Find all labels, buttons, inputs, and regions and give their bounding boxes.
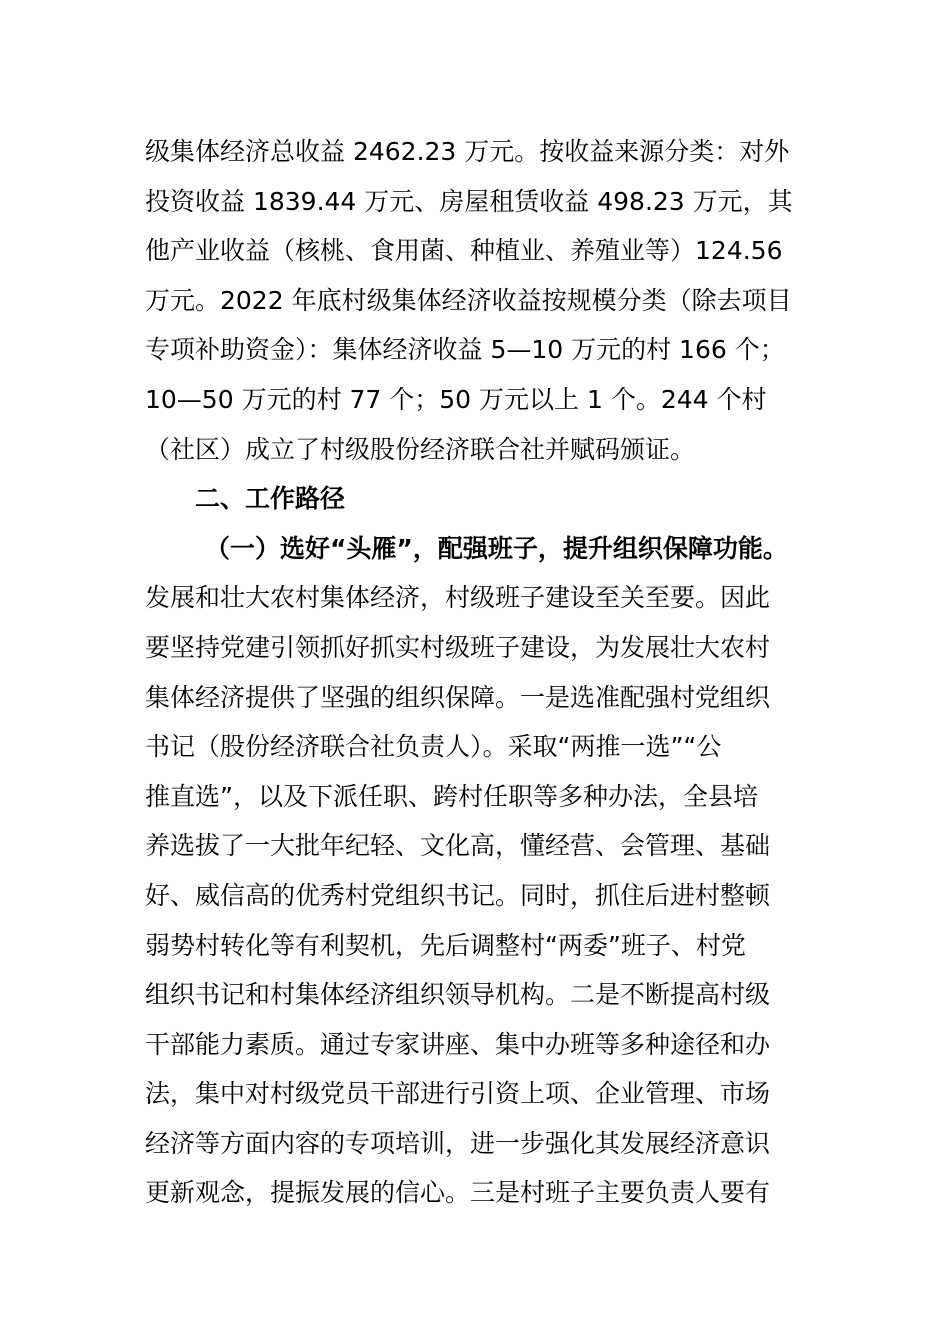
paragraph-line: 万元。2022 年底村级集体经济收益按规模分类（除去项目 bbox=[145, 285, 792, 315]
paragraph-line: 10—50 万元的村 77 个；50 万元以上 1 个。244 个村 bbox=[145, 384, 767, 414]
paragraph-line: 经济等方面内容的专项培训，进一步强化其发展经济意识 bbox=[145, 1128, 771, 1158]
body-text bbox=[145, 127, 825, 1218]
section-heading: 二、工作路径 bbox=[195, 484, 346, 514]
paragraph-line: 他产业收益（核桃、食用菌、种植业、养殖业等）124.56 bbox=[145, 236, 783, 266]
paragraph-line: 投资收益 1839.44 万元、房屋租赁收益 498.23 万元，其 bbox=[145, 186, 793, 216]
paragraph-line: 组织书记和村集体经济组织领导机构。二是不断提高村级 bbox=[145, 980, 771, 1010]
paragraph-line: 专项补助资金）：集体经济收益 5—10 万元的村 166 个； bbox=[145, 335, 785, 365]
paragraph-line: （社区）成立了村级股份经济联合社并赋码颁证。 bbox=[145, 434, 696, 464]
paragraph-line: 好、威信高的优秀村党组织书记。同时，抓住后进村整顿 bbox=[145, 880, 771, 910]
paragraph-line: 级集体经济总收益 2462.23 万元。按收益来源分类：对外 bbox=[145, 137, 790, 166]
subsection-heading: （一）选好“头雁”，配强班子，提升组织保障功能。 bbox=[205, 533, 788, 563]
paragraph-line: 发展和壮大农村集体经济，村级班子建设至关至要。因此 bbox=[145, 583, 771, 613]
paragraph-line: 法，集中对村级党员干部进行引资上项、企业管理、市场 bbox=[145, 1079, 771, 1109]
paragraph-line: 推直选”，以及下派任职、跨村任职等多种办法，全县培 bbox=[145, 781, 758, 811]
paragraph-line: 更新观念，提振发展的信心。三是村班子主要负责人要有 bbox=[145, 1178, 771, 1208]
paragraph-line: 干部能力素质。通过专家讲座、集中办班等多种途径和办 bbox=[145, 1029, 771, 1059]
paragraph-line: 要坚持党建引领抓好抓实村级班子建设，为发展壮大农村 bbox=[145, 632, 771, 662]
paragraph-line: 弱势村转化等有利契机，先后调整村“两委”班子、村党 bbox=[145, 930, 746, 960]
paragraph-line: 书记（股份经济联合社负责人）。采取“两推一选”“公 bbox=[145, 732, 722, 762]
paragraph-line: 集体经济提供了坚强的组织保障。一是选准配强村党组织 bbox=[145, 682, 771, 712]
paragraph-line: 养选拔了一大批年纪轻、文化高，懂经营、会管理、基础 bbox=[145, 831, 771, 861]
